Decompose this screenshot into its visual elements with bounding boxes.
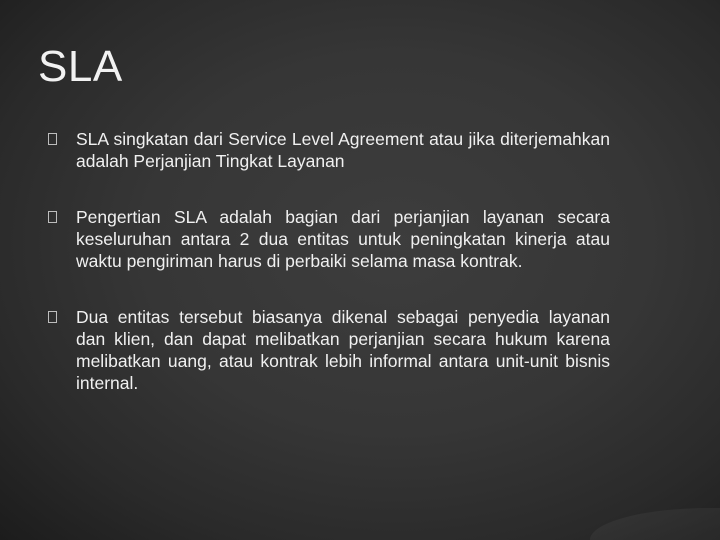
decorative-corner-shape [590,508,720,540]
square-bullet-icon [48,211,76,224]
bullet-item [48,306,610,394]
bullet-item [48,206,610,272]
slide-title: SLA [38,42,123,91]
square-bullet-icon [48,133,76,146]
bullet-text: Dua entitas tersebut biasanya dikenal sebagai penyedia layanan dan klien, dan dapat melibatkan perjanjian secara hukum karena melibatkan uang, atau kontrak lebih informal antara unit-unit bisnis internal. [76,307,610,393]
square-bullet-icon [48,311,76,324]
bullet-item [48,128,610,172]
bullet-list [48,128,610,428]
bullet-text: SLA singkatan dari Service Level Agreement atau jika diterjemahkan adalah Perjanjian Tingkat Layanan [76,129,610,171]
bullet-text: Pengertian SLA adalah bagian dari perjanjian layanan secara keseluruhan antara 2 dua entitas untuk peningkatan kinerja atau waktu pengiriman harus di perbaiki selama masa kontrak. [76,207,610,271]
